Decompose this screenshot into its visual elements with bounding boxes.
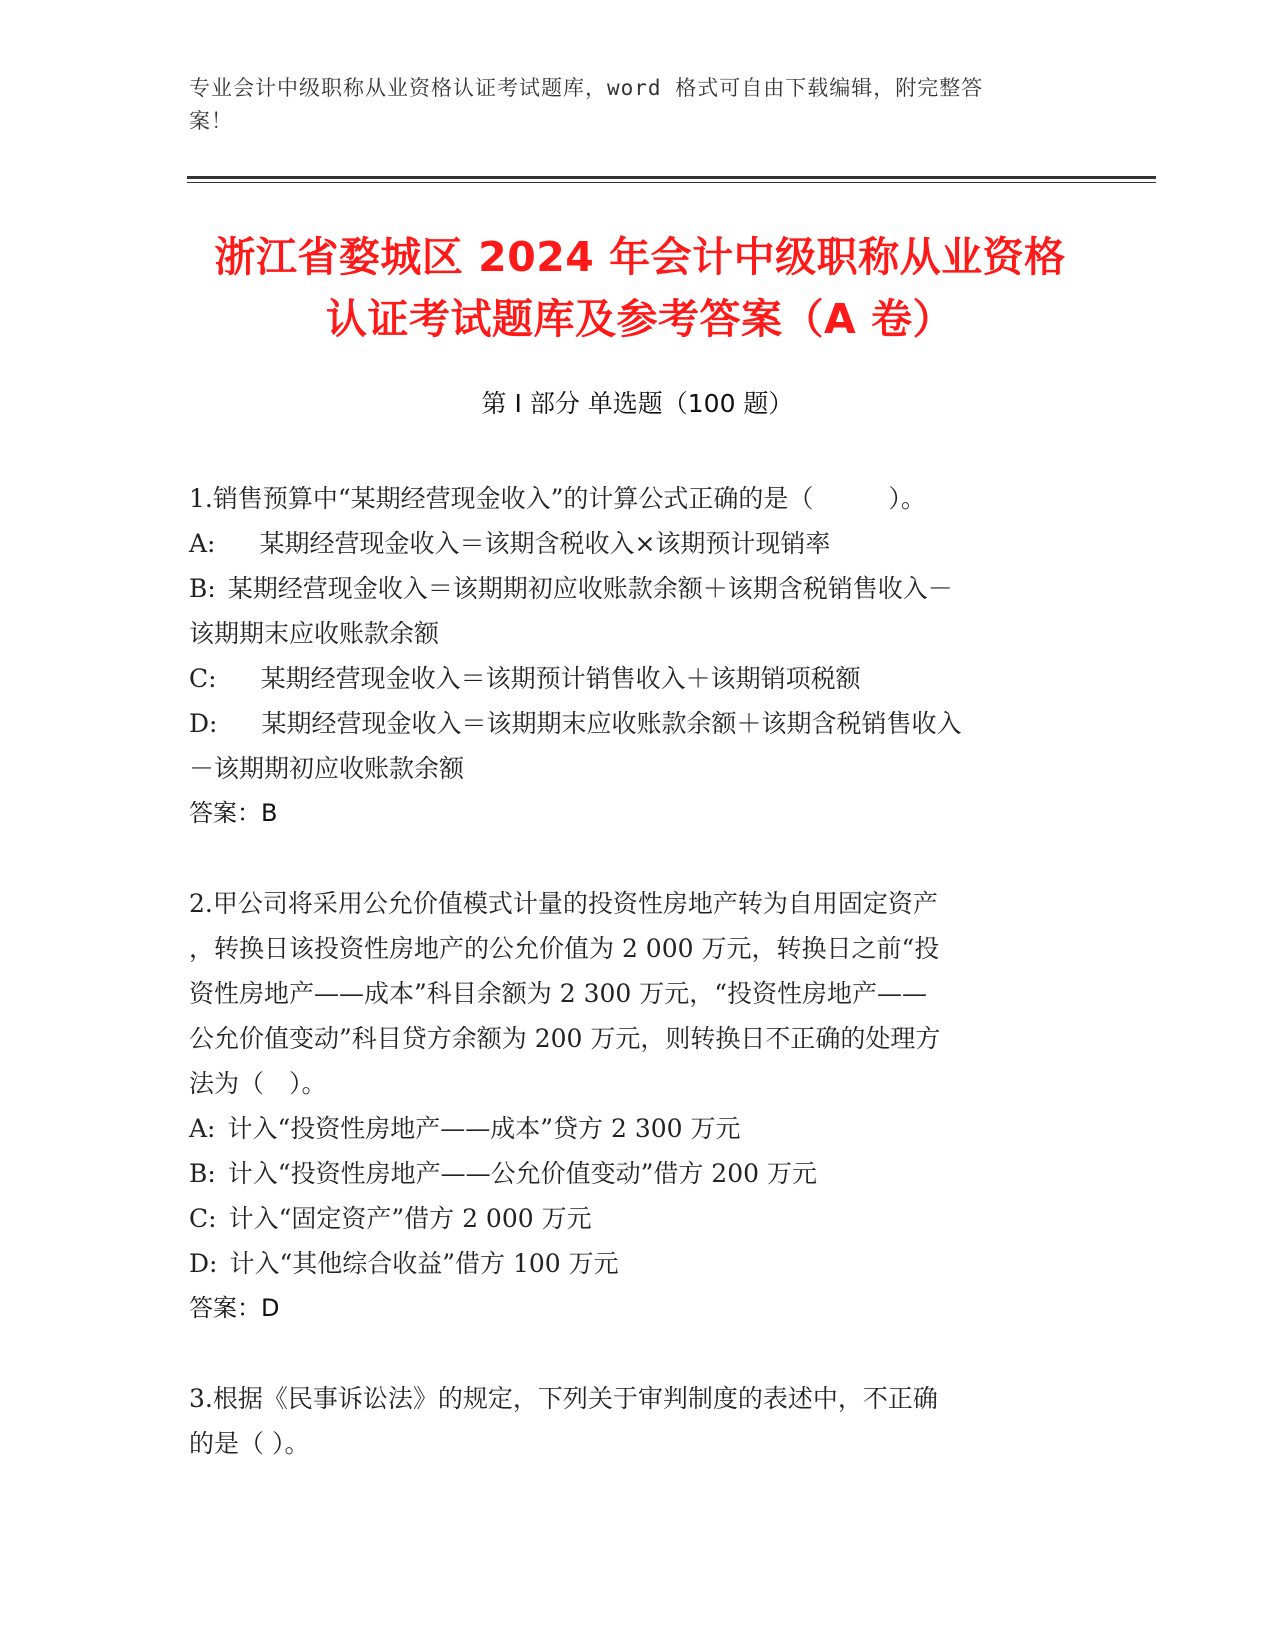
option-text: 某期经营现金收入＝该期期末应收账款余额＋该期含税销售收入 (261, 709, 962, 738)
header-divider-thin (187, 182, 1156, 183)
answer-label: 答案：D (189, 1294, 280, 1322)
question-spacer (189, 1331, 1079, 1376)
question-stem: 资性房地产——成本”科目余额为 2 300 万元，“投资性房地产—— (189, 979, 928, 1008)
question-item (189, 1376, 1079, 1466)
question-stem: 2.甲公司将采用公允价值模式计量的投资性房地产转为自用固定资产 (189, 889, 938, 918)
option-text: 某期经营现金收入＝该期期初应收账款余额＋该期含税销售收入－ (227, 574, 953, 603)
question-stem: 公允价值变动”科目贷方余额为 200 万元，则转换日不正确的处理方 (189, 1024, 941, 1053)
question-stem: 1.销售预算中“某期经营现金收入”的计算公式正确的是（ ）。 (189, 484, 926, 513)
option-label: A: (189, 529, 216, 558)
option-a (189, 1106, 1079, 1151)
option-c (189, 1196, 1079, 1241)
option-b (189, 1151, 1079, 1196)
option-text: 某期经营现金收入＝该期含税收入×该期预计现销率 (259, 529, 831, 558)
answer-label: 答案：B (189, 799, 278, 827)
section-title: 第 I 部分 单选题（100 题） (481, 389, 794, 418)
option-text: 某期经营现金收入＝该期预计销售收入＋该期销项税额 (260, 664, 861, 693)
option-a (189, 521, 1079, 566)
option-label: B: (189, 574, 216, 603)
option-label: B: (189, 1159, 216, 1188)
question-item (189, 476, 1079, 836)
option-b (189, 566, 1079, 611)
option-text: 计入“投资性房地产——成本”贷方 2 300 万元 (227, 1114, 741, 1143)
title-line: 浙江省婺城区 2024 年会计中级职称从业资格 (214, 233, 1066, 281)
option-label: C: (189, 1204, 217, 1233)
question-item (189, 881, 1079, 1331)
question-stem: 法为（ ）。 (189, 1069, 327, 1098)
title-line: 认证考试题库及参考答案（A 卷） (325, 295, 954, 343)
question-spacer (189, 836, 1079, 881)
question-stem: 的是（ ）。 (189, 1429, 310, 1458)
header-note-line: 案！ (189, 109, 233, 133)
option-label: D: (189, 709, 218, 738)
question-list (189, 476, 1079, 1466)
option-label: D: (189, 1249, 218, 1278)
option-d-continued: －该期期初应收账款余额 (189, 754, 465, 783)
option-text: 计入“其他综合收益”借方 100 万元 (229, 1249, 619, 1278)
option-label: A: (189, 1114, 216, 1143)
question-stem: 3.根据《民事诉讼法》的规定，下列关于审判制度的表述中，不正确 (189, 1384, 938, 1413)
option-text: 计入“投资性房地产——公允价值变动”借方 200 万元 (227, 1159, 817, 1188)
option-label: C: (189, 664, 217, 693)
option-b-continued: 该期期末应收账款余额 (189, 619, 440, 648)
option-c (189, 656, 1079, 701)
header-divider-thick (187, 176, 1156, 179)
question-stem: ，转换日该投资性房地产的公允价值为 2 000 万元，转换日之前“投 (189, 934, 940, 963)
document-title (160, 226, 1120, 350)
header-note-line: 专业会计中级职称从业资格认证考试题库，word 格式可自由下载编辑，附完整答 (189, 76, 984, 100)
option-text: 计入“固定资产”借方 2 000 万元 (228, 1204, 592, 1233)
option-d (189, 701, 1079, 746)
header-note (189, 72, 1069, 138)
option-d (189, 1241, 1079, 1286)
